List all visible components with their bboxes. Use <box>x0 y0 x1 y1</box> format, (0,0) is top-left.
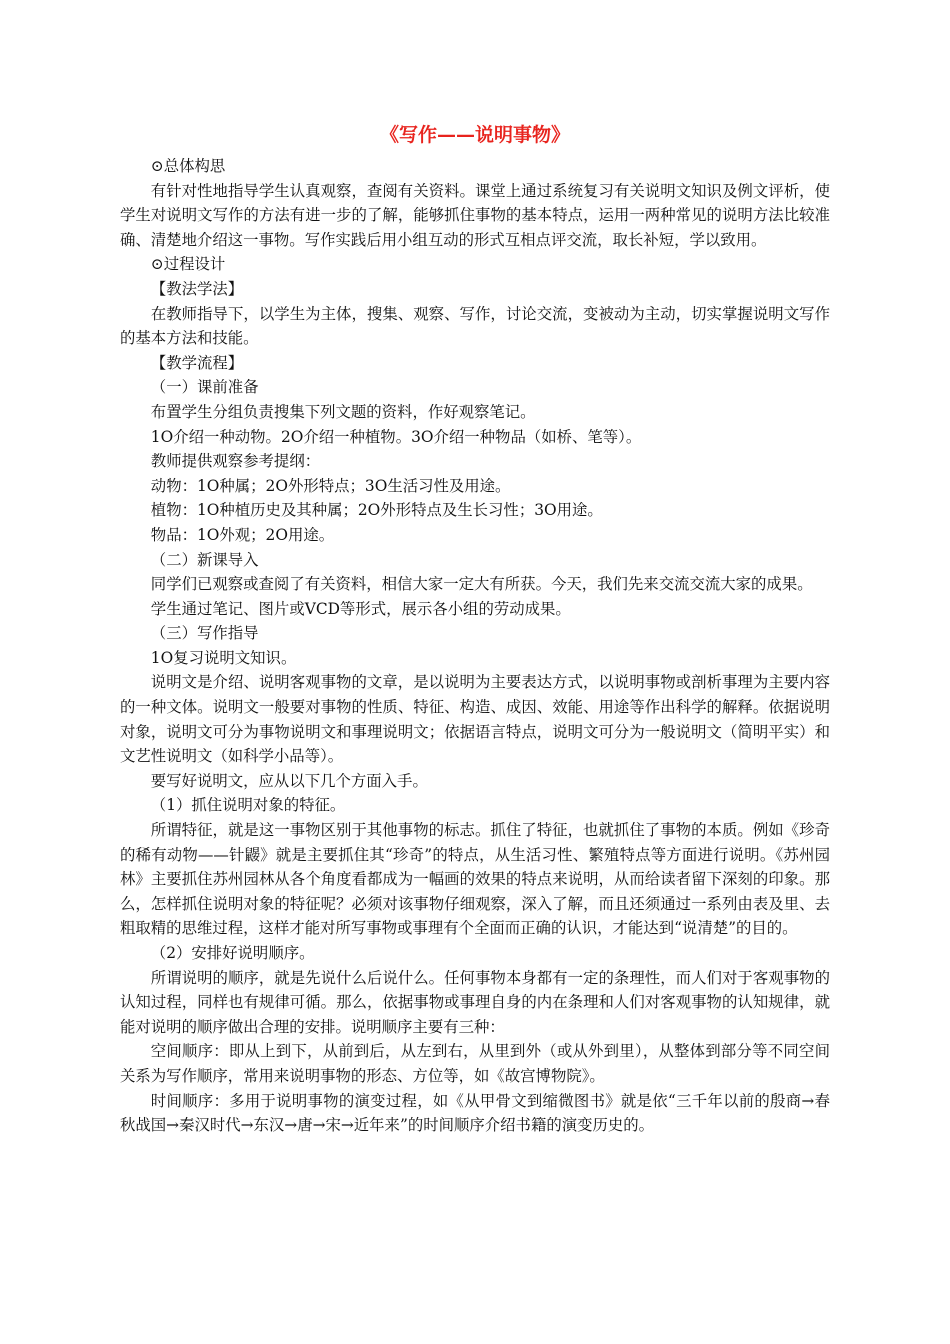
subsection-heading: （二）新课导入 <box>150 550 259 569</box>
paragraph: 空间顺序：即从上到下，从前到后，从左到右，从里到外（或从外到里），从整体到部分等不同空间关系为写作顺序，常用来说明事物的形态、方位等，如《故宫博物院》。 <box>120 1042 830 1085</box>
paragraph: 动物：1O种属；2O外形特点；3O生活习性及用途。 <box>150 476 511 495</box>
paragraph: 教师提供观察参考提纲： <box>150 452 321 471</box>
paragraph: 物品：1O外观；2O用途。 <box>150 525 335 544</box>
section-heading: 【教法学法】 <box>150 279 244 298</box>
paragraph: 说明文是介绍、说明客观事物的文章，是以说明为主要表达方式，以说明事物或剖析事理为主要内容的一种文体。说明文一般要对事物的性质、特征、构造、成因、效能、用途等作出科学的解释。依据说明对象，说明文可分为事物说明文和事理说明文；依据语言特点，说明文可分为一般说明文（简明平实）和文艺性说明文（如科学小品等）。 <box>120 673 830 766</box>
paragraph: 1O介绍一种动物。2O介绍一种植物。3O介绍一种物品（如桥、笔等）。 <box>150 427 642 446</box>
subsection-heading: （1）抓住说明对象的特征。 <box>150 796 346 815</box>
subsection-heading: （2）安排好说明顺序。 <box>150 944 315 962</box>
page-title: 《写作——说明事物》 <box>379 124 570 146</box>
paragraph: 所谓特征，就是这一事物区别于其他事物的标志。抓住了特征，也就抓住了事物的本质。例如《珍奇的稀有动物——针鼹》就是主要抓住其“珍奇”的特点，从生活习性、繁殖特点等方面进行说明。《苏州园林》主要抓住苏州园林从各个角度看都成为一幅画的效果的特点来说明，从而给读者留下深刻的印象。那么，怎样抓住说明对象的特征呢？必须对该事物仔细观察，深入了解，而且还须通过一系列由表及里、去粗取精的思维过程，这样才能对所写事物或事理有个全面而正确的认识，才能达到“说清楚”的目的。 <box>120 821 830 938</box>
paragraph: 同学们已观察或查阅了有关资料，相信大家一定大有所获。今天，我们先来交流交流大家的成果。 <box>150 575 813 594</box>
paragraph: 要写好说明文，应从以下几个方面入手。 <box>150 771 428 790</box>
paragraph: 学生通过笔记、图片或VCD等形式，展示各小组的劳动成果。 <box>150 599 571 618</box>
section-heading: ⊙过程设计 <box>150 255 226 274</box>
paragraph: 有针对性地指导学生认真观察，查阅有关资料。课堂上通过系统复习有关说明文知识及例文评析，使学生对说明文写作的方法有进一步的了解，能够抓住事物的基本特点，运用一两种常见的说明方法比较准确、清楚地介绍这一事物。写作实践后用小组互动的形式互相点评交流，取长补短，学以致用。 <box>120 181 830 249</box>
paragraph: 所谓说明的顺序，就是先说什么后说什么。任何事物本身都有一定的条理性，而人们对于客观事物的认知过程，同样也有规律可循。那么，依据事物或事理自身的内在条理和人们对客观事物的认知规律，就能对说明的顺序做出合理的安排。说明顺序主要有三种： <box>120 968 830 1036</box>
subsection-heading: （三）写作指导 <box>150 624 259 643</box>
section-heading: 【教学流程】 <box>150 353 244 372</box>
paragraph: 布置学生分组负责搜集下列文题的资料，作好观察笔记。 <box>150 402 536 421</box>
section-heading: ⊙总体构思 <box>150 157 226 175</box>
subsection-heading: （一）课前准备 <box>150 378 259 397</box>
paragraph: 时间顺序：多用于说明事物的演变过程，如《从甲骨文到缩微图书》就是依“三千年以前的殷商→春秋战国→秦汉时代→东汉→唐→宋→近年来”的时间顺序介绍书籍的演变历史的。 <box>120 1091 830 1135</box>
paragraph: 1O复习说明文知识。 <box>150 648 297 667</box>
paragraph: 在教师指导下，以学生为主体，搜集、观察、写作，讨论交流，变被动为主动，切实掌握说明文写作的基本方法和技能。 <box>120 304 830 348</box>
paragraph: 植物：1O种植历史及其种属；2O外形特点及生长习性；3O用途。 <box>150 501 603 520</box>
